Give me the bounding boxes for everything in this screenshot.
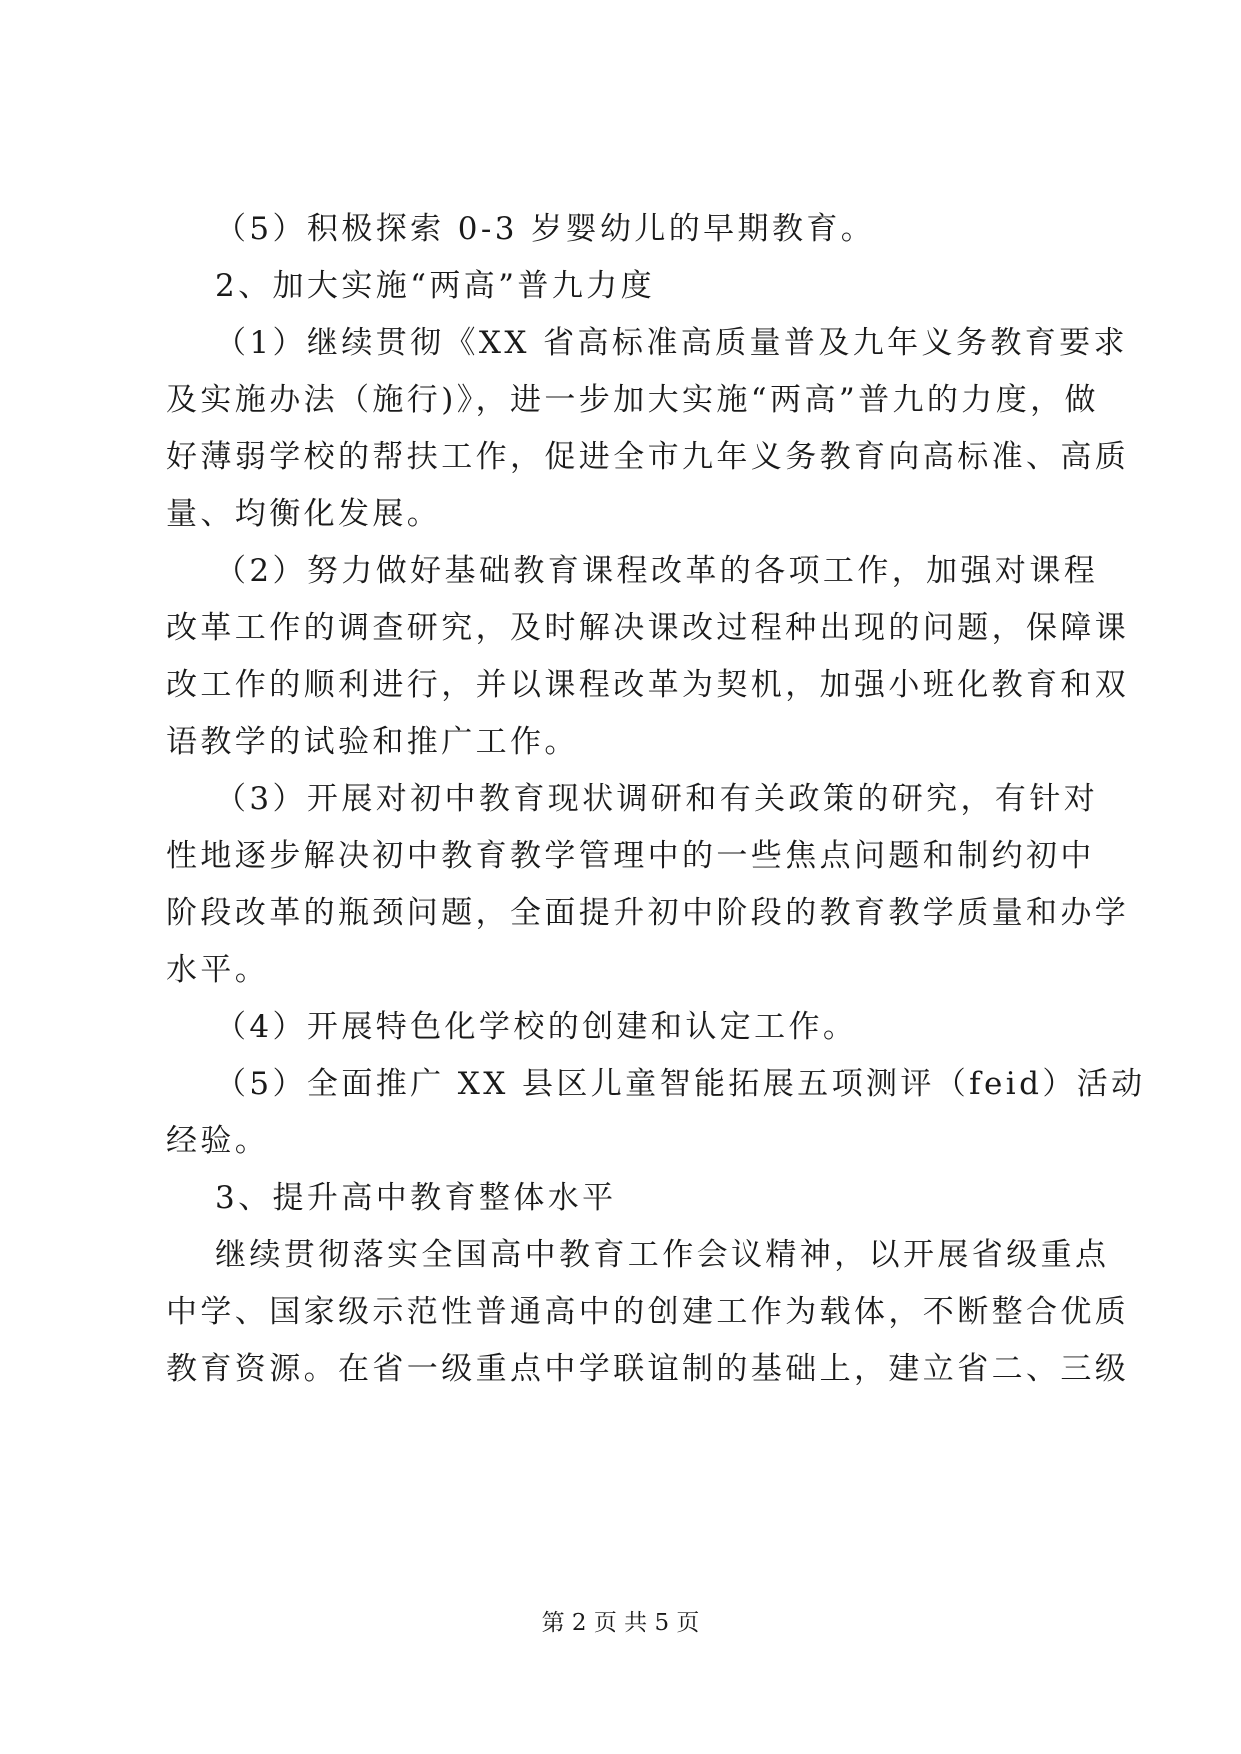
text-line: 改工作的顺利进行，并以课程改革为契机，加强小班化教育和双 [166,667,1130,703]
text-line: 性地逐步解决初中教育教学管理中的一些焦点问题和制约初中 [166,838,1095,874]
text-line: 水平。 [166,952,270,988]
text-line: 中学、国家级示范性普通高中的创建工作为载体，不断整合优质 [166,1294,1130,1330]
section-heading: 2、加大实施“两高”普九力度 [215,268,656,304]
text-line: （5）全面推广 XX 县区儿童智能拓展五项测评（feid）活动 [215,1066,1146,1102]
text-line: 语教学的试验和推广工作。 [166,724,579,760]
text-line: 好薄弱学校的帮扶工作，促进全市九年义务教育向高标准、高质 [166,439,1130,475]
text-line: 经验。 [166,1123,270,1159]
text-line: 教育资源。在省一级重点中学联谊制的基础上，建立省二、三级 [166,1351,1130,1387]
text-line: （3）开展对初中教育现状调研和有关政策的研究，有针对 [215,781,1099,817]
text-line: （1）继续贯彻《XX 省高标准高质量普及九年义务教育要求 [215,325,1128,361]
text-line: 及实施办法（施行)》，进一步加大实施“两高”普九的力度，做 [166,382,1099,418]
page-number-footer: 第 2 页 共 5 页 [541,1610,700,1636]
text-line: （5）积极探索 0-3 岁婴幼儿的早期教育。 [215,211,876,247]
text-line: （4）开展特色化学校的创建和认定工作。 [215,1009,858,1045]
text-line: 改革工作的调查研究，及时解决课改过程种出现的问题，保障课 [166,610,1130,646]
text-line: （2）努力做好基础教育课程改革的各项工作，加强对课程 [215,553,1099,589]
section-heading: 3、提升高中教育整体水平 [215,1180,617,1216]
text-line: 量、均衡化发展。 [166,496,442,532]
text-line: 继续贯彻落实全国高中教育工作会议精神，以开展省级重点 [215,1237,1110,1273]
text-line: 阶段改革的瓶颈问题，全面提升初中阶段的教育教学质量和办学 [166,895,1130,931]
